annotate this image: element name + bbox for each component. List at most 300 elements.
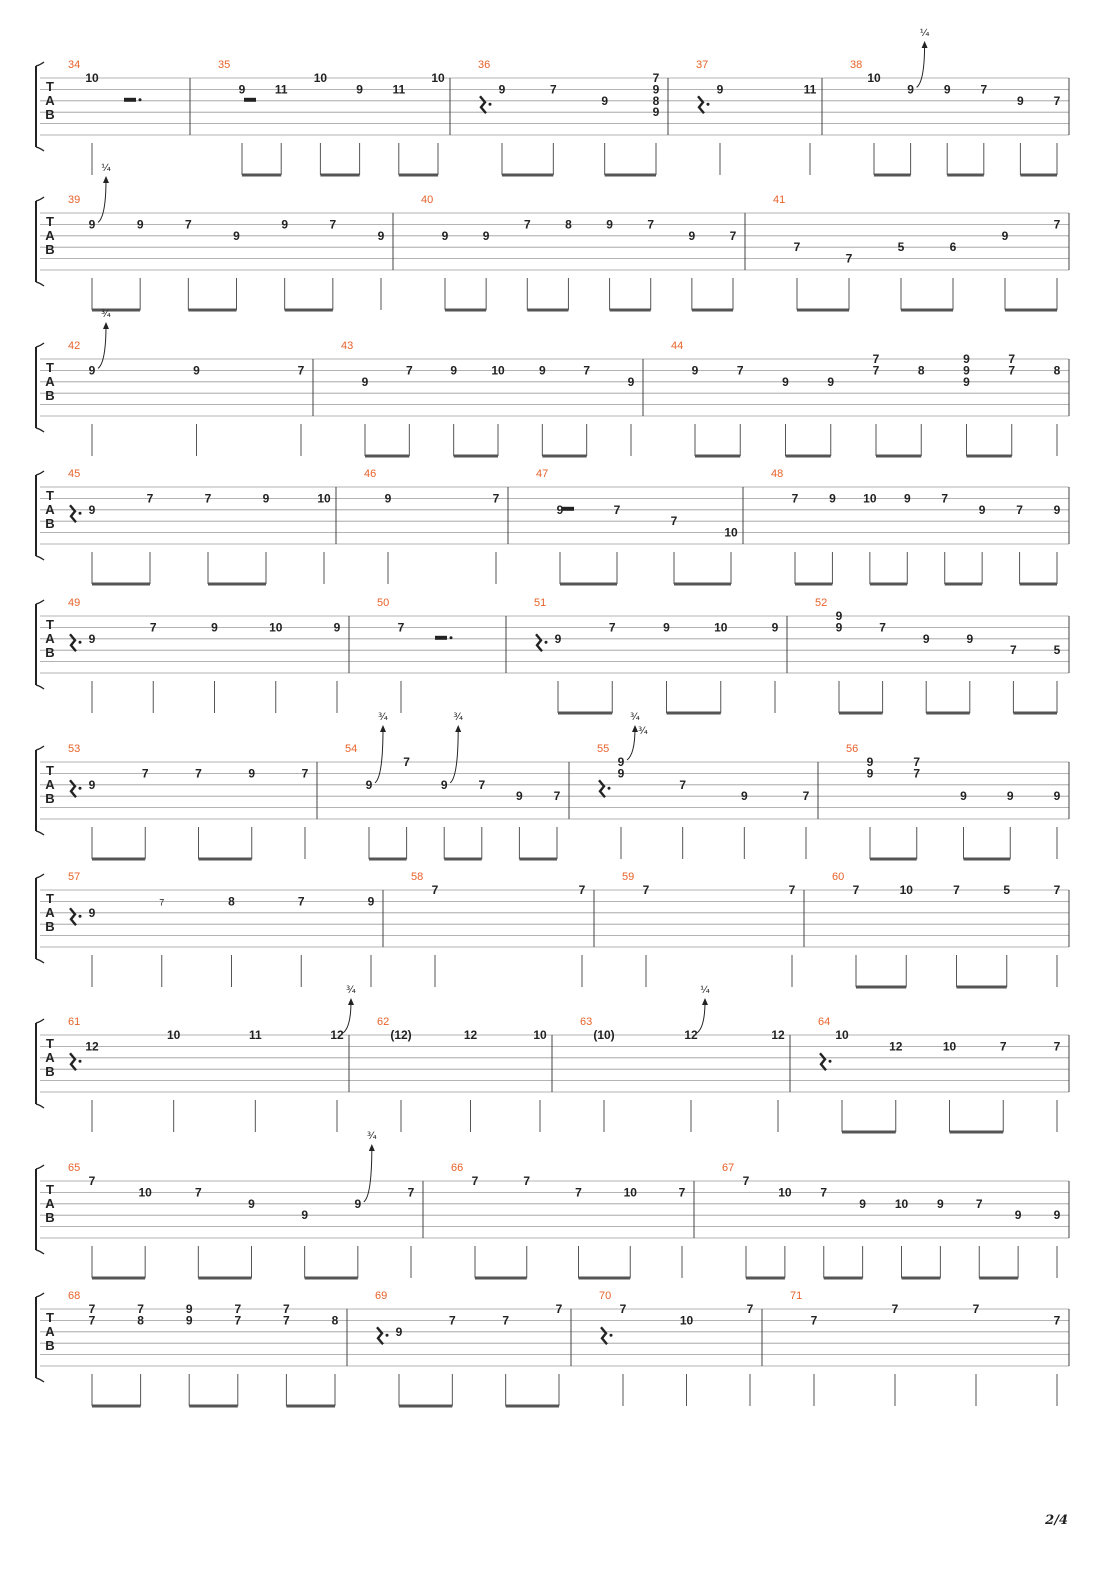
fret-number: 9: [922, 631, 930, 646]
tab-system: [36, 468, 1069, 584]
tab-note: [853, 883, 860, 987]
bend-arrow: [343, 1001, 351, 1033]
fret-number: 7: [1053, 1313, 1061, 1328]
tab-note: [1054, 363, 1061, 456]
tab-system: [36, 712, 1069, 859]
fret-number: 12: [889, 1039, 903, 1054]
tab-note: [680, 1313, 694, 1406]
tab-note: [689, 229, 696, 310]
tab-note: [863, 491, 877, 584]
fret-number: 7: [555, 1302, 563, 1316]
tab-note: [406, 363, 413, 456]
fret-number: 10: [714, 620, 728, 635]
tab-note: [980, 82, 987, 175]
fret-number: 10: [431, 71, 445, 85]
tab-system: [36, 1131, 1069, 1278]
tab-note: [362, 375, 369, 456]
fret-number: 11: [274, 82, 288, 97]
tab-note: [1003, 883, 1010, 987]
tab-note: [846, 252, 853, 310]
bend-amount: ¾: [101, 309, 111, 320]
measure-number: 41: [773, 194, 786, 206]
fret-number: 9: [441, 228, 449, 243]
tab-note: [892, 1302, 899, 1406]
bend-arrow: [450, 728, 458, 783]
fret-number: 7: [141, 766, 149, 781]
fret-number: 9: [903, 491, 911, 506]
tab-note: [195, 766, 202, 859]
fret-number: 7: [523, 1174, 531, 1188]
tab-note: [943, 1039, 957, 1132]
tab-note: [491, 363, 505, 456]
tab-note: [301, 1208, 308, 1278]
quarter-rest: [70, 908, 76, 925]
measure: [534, 597, 779, 713]
tab-note: [1054, 94, 1061, 175]
tab-clef-letter: T: [46, 1310, 54, 1325]
tab-note: [1015, 1208, 1022, 1278]
fret-number: 9: [554, 631, 562, 646]
fret-number: 7: [670, 514, 678, 529]
measure-number: 65: [68, 1162, 81, 1174]
bend-amount: ¾: [630, 712, 640, 723]
tab-note: [973, 1302, 980, 1406]
bend-amount: ¼: [101, 163, 111, 174]
fret-number: 7: [88, 1302, 96, 1316]
tab-note: [499, 82, 506, 175]
fret-number: 9: [740, 789, 748, 804]
tab-note: [408, 1185, 415, 1278]
tab-clef-letter: T: [46, 488, 54, 503]
quarter-rest: [377, 1327, 383, 1344]
quarter-rest: [70, 634, 76, 651]
fret-number: 7: [613, 502, 621, 517]
fret-number: 9: [88, 905, 96, 920]
measure: [218, 59, 445, 175]
tab-note: [1054, 503, 1061, 584]
fret-number: 7: [999, 1039, 1007, 1054]
fret-number: 7: [788, 883, 796, 897]
measure-number: 54: [345, 743, 358, 755]
fret-number: 9: [601, 93, 609, 108]
bend-arrow-head: [922, 41, 928, 48]
fret-number: 10: [317, 491, 331, 506]
fret-number: 9: [1001, 228, 1009, 243]
tab-note: [601, 94, 608, 175]
tab-note: [1054, 1208, 1061, 1278]
bend-arrow: [627, 728, 635, 760]
fret-number: 9: [1053, 789, 1061, 804]
tab-note: [941, 491, 948, 584]
fret-number: 7: [872, 363, 880, 378]
fret-number: 9: [866, 766, 874, 781]
tab-note: [464, 1028, 478, 1132]
measure: [478, 59, 660, 175]
tab-note: [895, 1197, 909, 1278]
tab-note: [923, 632, 930, 713]
fret-number: 9: [498, 82, 506, 97]
tab-note: [249, 1028, 262, 1132]
fret-number: 10: [269, 620, 283, 635]
fret-number: 7: [802, 789, 810, 804]
fret-number: 9: [365, 777, 373, 792]
quarter-rest: [601, 1327, 607, 1344]
tab-note: [449, 1313, 456, 1406]
fret-number: 9: [482, 228, 490, 243]
fret-number: 7: [953, 883, 960, 897]
tab-clef-letter: B: [45, 791, 55, 806]
measure-number: 51: [534, 597, 547, 609]
fret-number: 9: [88, 777, 96, 792]
tab-note: [332, 1313, 339, 1406]
tab-note: [354, 1131, 376, 1278]
tab-note: [743, 1174, 750, 1278]
tab-note: [396, 1325, 403, 1406]
measure-number: 50: [377, 597, 390, 609]
fret-number: 7: [746, 1302, 754, 1316]
tab-clef-letter: B: [45, 1338, 55, 1353]
dot: [79, 787, 82, 790]
tab-system: [36, 162, 1069, 310]
tab-note: [502, 1313, 509, 1406]
fret-number: 9: [238, 82, 246, 97]
fret-number: 7: [891, 1302, 899, 1316]
tab-note: [89, 778, 96, 859]
bend-arrow-head: [103, 176, 109, 183]
measure-number: 38: [850, 59, 863, 71]
fret-number: 9: [1014, 1208, 1022, 1223]
tab-note: [913, 755, 920, 859]
tab-note: [671, 514, 678, 584]
fret-number: 10: [491, 363, 505, 378]
tab-note: [782, 375, 789, 456]
tab-note: [628, 375, 635, 456]
tab-clef-letter: T: [46, 79, 54, 94]
quarter-rest: [820, 1053, 826, 1070]
fret-number: 8: [565, 217, 572, 232]
fret-number: 9: [907, 82, 914, 97]
fret-number: 7: [329, 217, 337, 232]
fret-number: 9: [395, 1324, 403, 1339]
tab-note: [771, 1028, 785, 1132]
measure: [364, 468, 500, 584]
tab-note: [1054, 643, 1061, 713]
measure-number: 71: [790, 1290, 803, 1302]
fret-number: 5: [897, 240, 905, 255]
fret-number: 7: [184, 217, 192, 232]
fret-number: 7: [583, 363, 591, 378]
tab-note: [366, 712, 388, 859]
fret-number: 9: [617, 766, 625, 781]
fret-number: 9: [538, 363, 546, 378]
tab-note: [137, 217, 144, 310]
tab-note: [89, 1174, 96, 1278]
measure-number: 66: [451, 1162, 464, 1174]
fret-number: 7: [405, 363, 413, 378]
dot: [79, 641, 82, 644]
fret-number: 7: [407, 1185, 415, 1200]
tab-note: [741, 789, 748, 859]
tab-note: [966, 632, 973, 713]
tab-note: [1010, 643, 1017, 713]
measure: [68, 985, 356, 1132]
fret-number: 9: [691, 363, 699, 378]
bend-arrow: [375, 728, 383, 783]
fret-number: 7: [578, 883, 586, 897]
half-rest: [124, 98, 136, 102]
fret-number: 7: [852, 883, 860, 897]
tab-note: [898, 240, 905, 310]
tab-note: [820, 1185, 827, 1278]
fret-number: 9: [88, 217, 96, 232]
tab-note: [472, 1174, 479, 1278]
fret-number: 10: [835, 1028, 849, 1042]
tab-note: [89, 309, 111, 456]
tab-note: [944, 82, 951, 175]
tab-note: [867, 71, 881, 175]
fret-number: 7: [431, 883, 439, 897]
bend-arrow: [98, 325, 106, 368]
tab-note: [89, 503, 96, 584]
tab-note: [211, 620, 218, 713]
tab-note: [904, 491, 911, 584]
tab-note: [575, 1185, 582, 1278]
fret-number: 10: [533, 1028, 547, 1042]
tab-note: [185, 217, 192, 310]
tab-note: [829, 491, 836, 584]
bend-arrow-head: [348, 998, 354, 1005]
fret-number: 10: [942, 1039, 957, 1054]
quarter-rest: [70, 1053, 76, 1070]
bend-arrow: [697, 1001, 705, 1033]
tab-note: [524, 217, 531, 310]
fret-number: 7: [283, 1313, 290, 1328]
bend-arrow: [917, 44, 925, 87]
tab-note: [647, 217, 654, 310]
tab-note: [298, 894, 305, 987]
tab-clef-letter: T: [46, 214, 54, 229]
fret-number: 8: [228, 894, 235, 909]
tab-note: [1017, 94, 1024, 175]
measure: [771, 468, 1061, 584]
tab-clef-letter: B: [45, 107, 55, 122]
tab-note: [835, 1028, 849, 1132]
tab-note: [205, 491, 212, 584]
tab-note: [228, 894, 235, 987]
fret-number: 10: [863, 491, 877, 506]
tab-clef-letter: A: [45, 228, 55, 243]
bend-arrow-head: [380, 725, 386, 732]
fret-number: 10: [778, 1185, 792, 1200]
measure-number: 68: [68, 1290, 81, 1302]
fret-number: 9: [233, 228, 240, 243]
measure-number: 61: [68, 1016, 81, 1028]
fret-number: 7: [553, 789, 561, 804]
fret-number: 9: [384, 491, 392, 506]
measure-number: 44: [671, 340, 684, 352]
tab-note: [263, 491, 270, 584]
fret-number: 11: [803, 82, 817, 97]
tab-note: [89, 1302, 96, 1406]
tab-note: [579, 883, 586, 987]
tab-note: [554, 789, 561, 859]
tab-note: [679, 1185, 686, 1278]
fret-number: 7: [879, 620, 886, 635]
fret-number: 7: [297, 894, 305, 909]
tab-clef-letter: A: [45, 905, 55, 920]
tab-note: [900, 883, 914, 987]
tab-note: [557, 503, 564, 584]
page-number: 2/4: [1045, 1513, 1068, 1528]
dot: [610, 1334, 613, 1337]
tab-note: [378, 229, 385, 310]
tab-note: [873, 352, 880, 456]
fret-number: 7: [146, 491, 154, 506]
tab-note: [792, 491, 799, 584]
fret-number: 10: [867, 71, 881, 85]
measure-number: 34: [68, 59, 81, 71]
tab-note: [234, 1302, 241, 1406]
tab-clef-letter: B: [45, 242, 55, 257]
tab-clef-letter: B: [45, 645, 55, 660]
tab-note: [643, 883, 650, 987]
fret-number: 7: [678, 1185, 686, 1200]
release-amount: ¾: [638, 726, 648, 737]
fret-number: 7: [575, 1185, 582, 1200]
dot: [79, 512, 82, 515]
measure: [345, 712, 561, 859]
tab-note: [269, 620, 283, 713]
fret-number: 9: [827, 374, 835, 389]
tab-note: [609, 620, 616, 713]
tab-clef-letter: A: [45, 1324, 55, 1339]
tab-note: [1002, 229, 1009, 310]
measure: [773, 194, 1061, 310]
tab-note: [950, 240, 957, 310]
tab-note: [953, 883, 960, 987]
measure: [599, 1290, 754, 1406]
tab-clef-letter: B: [45, 919, 55, 934]
fret-number: 7: [137, 1302, 144, 1316]
tab-note: [167, 1028, 181, 1132]
tab-note: [747, 1302, 754, 1406]
measure-number: 45: [68, 468, 81, 480]
measure-number: 47: [536, 468, 549, 480]
fret-number: 8: [137, 1313, 144, 1328]
tab-clef-letter: T: [46, 1182, 54, 1197]
fret-number: 7: [619, 1302, 627, 1316]
measure: [375, 1290, 563, 1406]
measure-number: 55: [597, 743, 610, 755]
fret-number: 9: [450, 363, 458, 378]
tab-note: [298, 363, 305, 456]
tab-clef-letter: T: [46, 617, 54, 632]
fret-number: 10: [679, 1313, 694, 1328]
fret-number: 7: [980, 82, 988, 97]
fret-number: 7: [195, 766, 202, 781]
fret-number: 7: [149, 620, 157, 635]
fret-number: 6: [949, 240, 957, 255]
bend-arrow-head: [455, 725, 461, 732]
tab-note: [533, 1028, 547, 1132]
bend-arrow-head: [632, 725, 638, 732]
fret-number: 7: [1008, 352, 1016, 366]
tab-note: [730, 229, 737, 310]
tab-note: [138, 1185, 152, 1278]
measure: [421, 194, 737, 310]
tab-note: [789, 883, 796, 987]
fret-number: 7: [283, 1302, 290, 1316]
half-rest: [562, 507, 574, 511]
tab-note: [432, 883, 439, 987]
fret-number: 7: [972, 1302, 980, 1316]
tab-note: [772, 620, 779, 713]
bend-amount: ¾: [346, 985, 356, 996]
fret-number: 7: [549, 82, 557, 97]
fret-number: 7: [608, 620, 616, 635]
tab-note: [516, 789, 523, 859]
tab-note: [614, 503, 621, 584]
fret-number: 10: [623, 1185, 637, 1200]
dot: [545, 641, 548, 644]
tab-note: [441, 712, 463, 859]
fret-number: 9: [88, 502, 96, 517]
tab-note: [85, 1039, 99, 1132]
bend-amount: ¾: [453, 712, 464, 723]
tab-system: [36, 27, 1069, 175]
tab-note: [618, 712, 648, 859]
tab-clef-letter: T: [46, 891, 54, 906]
fret-number: 12: [771, 1028, 785, 1042]
measure: [68, 309, 305, 456]
tab-note: [329, 217, 336, 310]
measure: [722, 1162, 1061, 1278]
fret-number: 7: [159, 897, 165, 908]
fret-number: 9: [978, 502, 986, 517]
fret-number: 7: [679, 777, 687, 792]
tab-clef-letter: A: [45, 93, 55, 108]
measure-number: 69: [375, 1290, 388, 1302]
tab-note: [314, 71, 328, 175]
tab-note: [302, 766, 309, 859]
tab-note: [442, 229, 449, 310]
bend-arrow-head: [369, 1144, 375, 1151]
tab-note: [281, 217, 288, 310]
fret-number: 11: [248, 1028, 262, 1042]
tab-note: [714, 620, 728, 713]
measure: [832, 871, 1061, 987]
tab-note: [483, 229, 490, 310]
fret-number: 7: [297, 363, 305, 378]
fret-number: 9: [301, 1208, 309, 1223]
fret-number: 9: [771, 620, 779, 635]
measure-number: 35: [218, 59, 231, 71]
tab-note: [539, 363, 546, 456]
tab-note: [976, 1197, 983, 1278]
measure-number: 40: [421, 194, 434, 206]
half-rest: [435, 636, 447, 640]
quarter-rest: [480, 96, 486, 113]
fret-number: 9: [440, 777, 448, 792]
bend-arrow-head: [103, 322, 109, 329]
measure-number: 46: [364, 468, 377, 480]
tab-note: [390, 1028, 411, 1132]
tab-note: [137, 1302, 144, 1406]
fret-number: 7: [194, 1185, 202, 1200]
fret-number: 7: [736, 363, 744, 378]
tab-note: [555, 632, 562, 713]
fret-number: 9: [262, 491, 270, 506]
